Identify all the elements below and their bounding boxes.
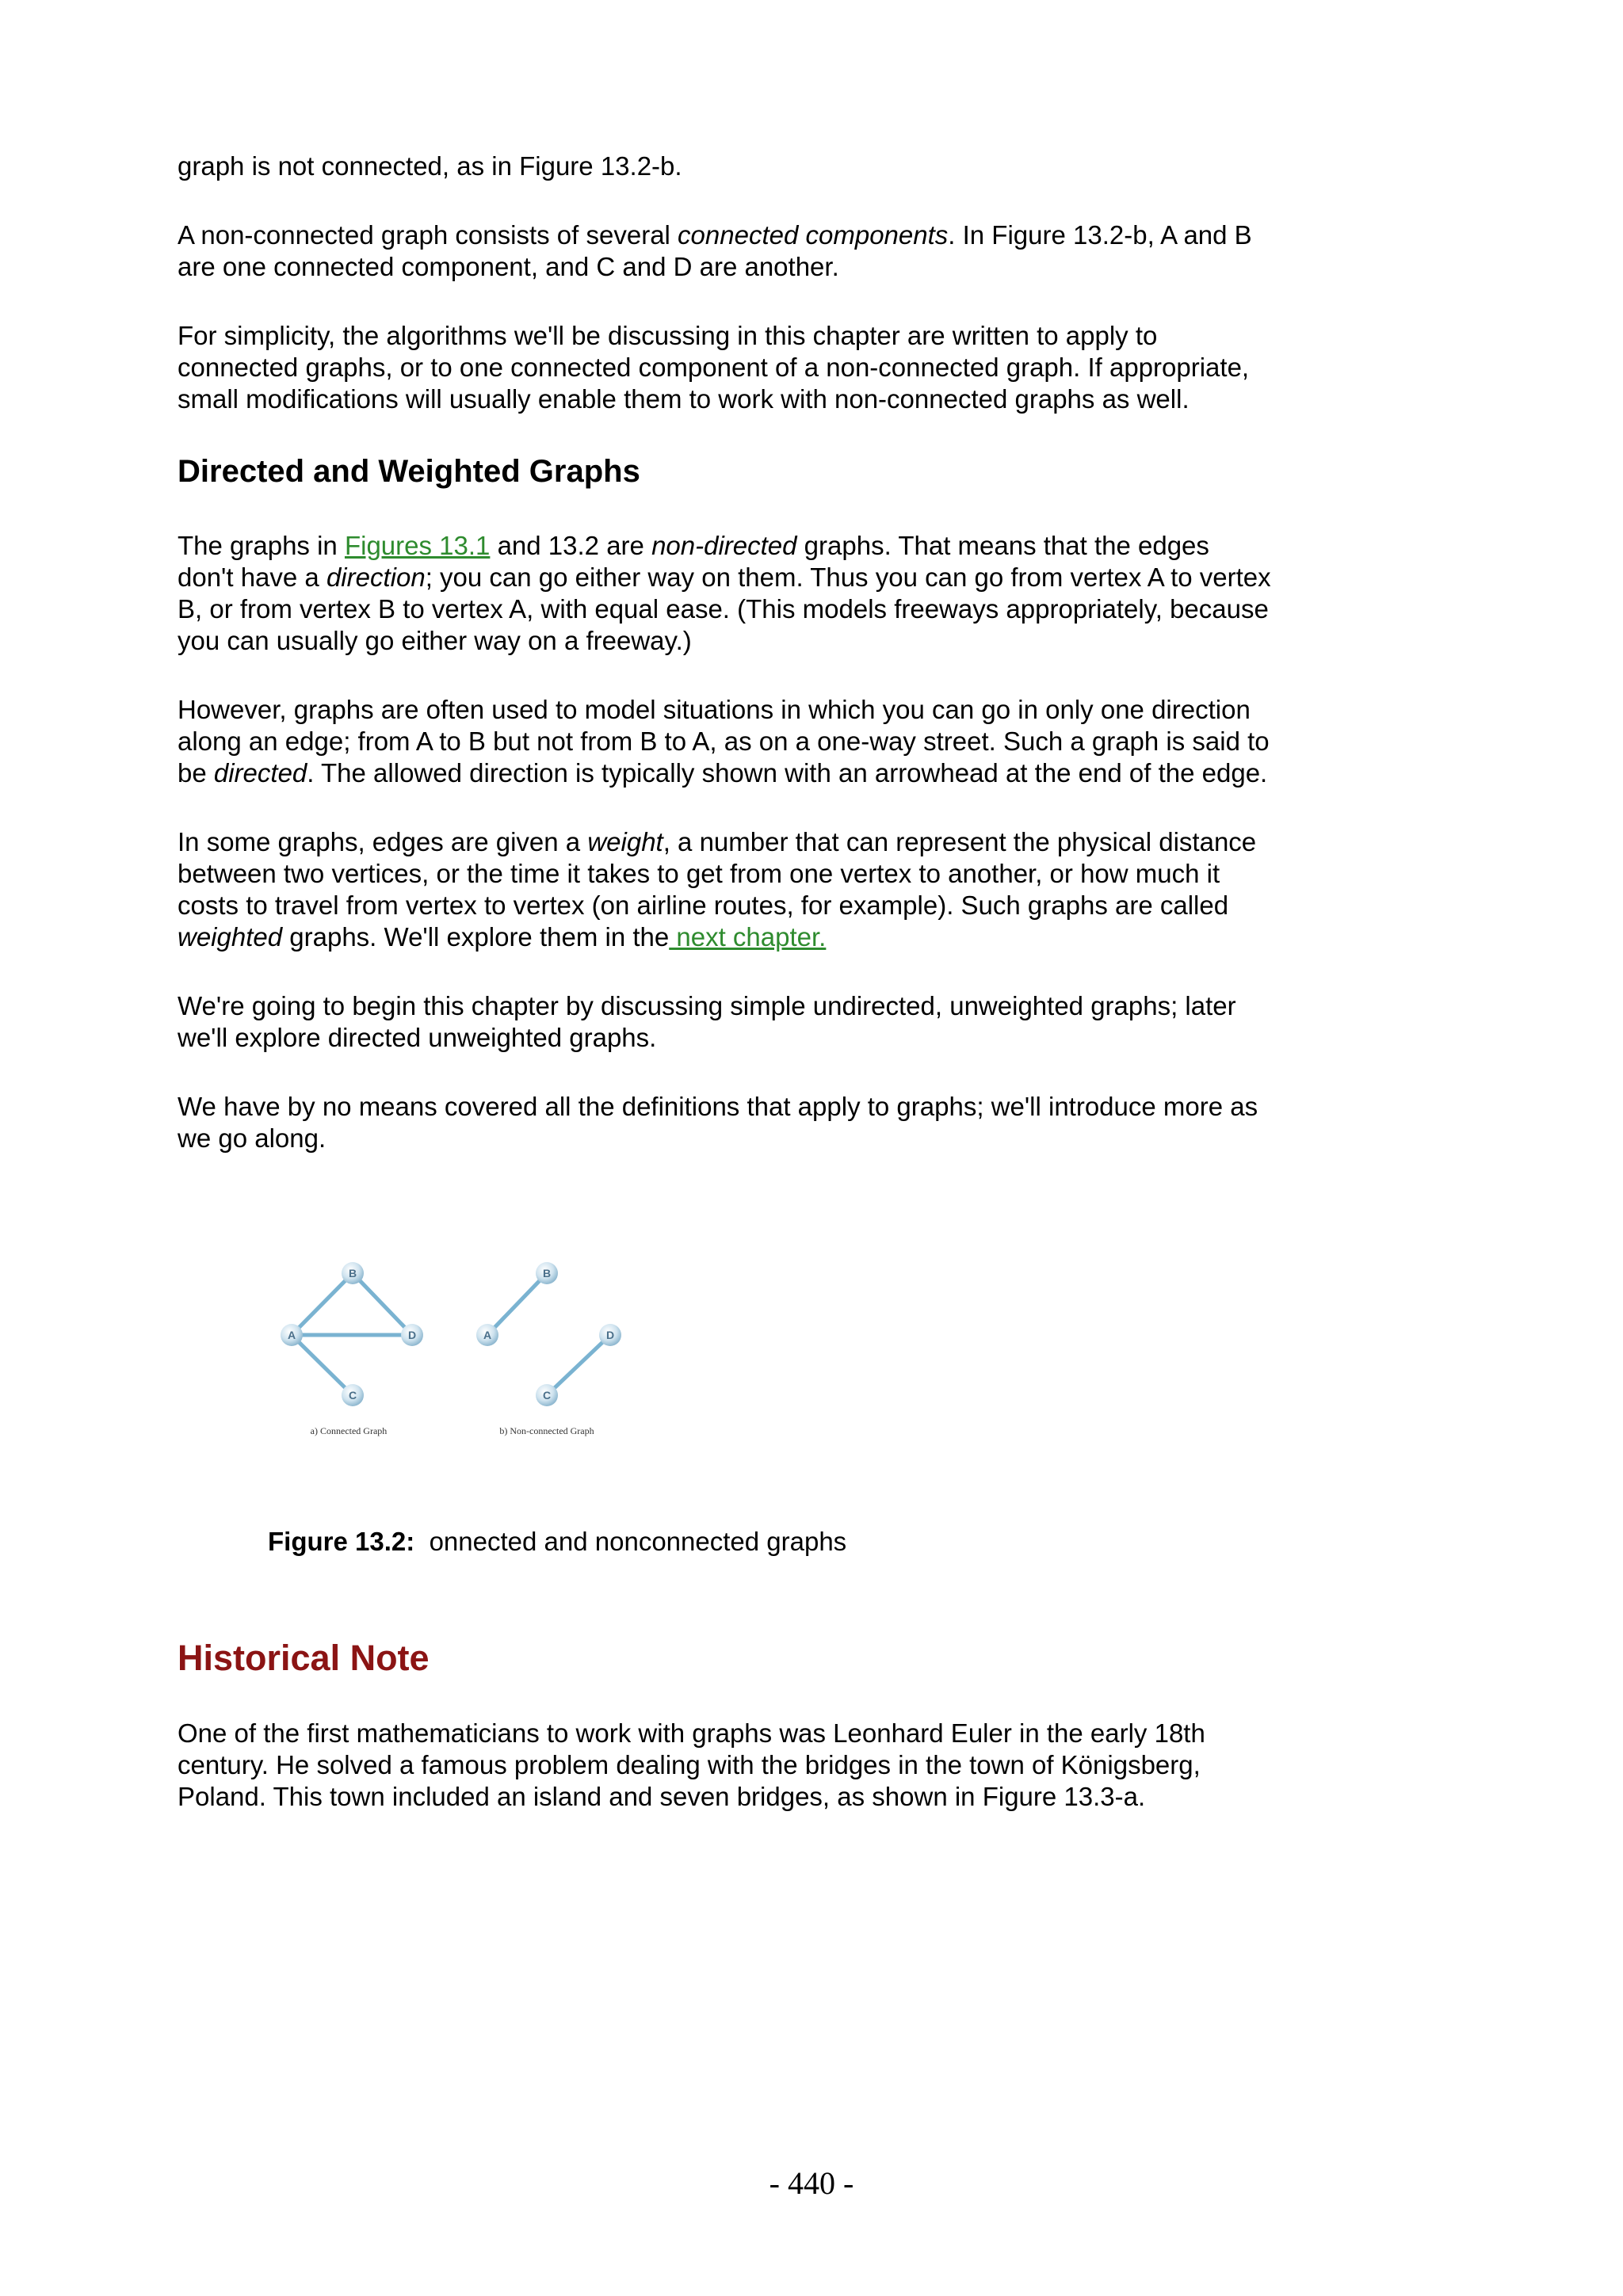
paragraph-text: For simplicity, the algorithms we'll be discussing in this chapter are written to apply to connected graphs, or to one connected component of a non-connected graph. If appropriate, small modifications will usually enable them to work with non-connected graphs as well. <box>178 321 1250 414</box>
link-next-chapter[interactable]: next chapter. <box>669 922 827 952</box>
paragraph-euler <box>178 1718 1271 1813</box>
paragraph-text: ; you can go either way on them. Thus you can go from vertex A to vertex B, or from vertex B to vertex A, with equal ease. (This models freeways appropriately, because you can usually go either way on a freeway.) <box>178 563 1271 655</box>
edge-a-b-nc <box>487 1273 547 1335</box>
paragraph-connected-components <box>178 219 1271 283</box>
node-label-d: D <box>407 1329 417 1341</box>
paragraph-text: . In Figure 13.2-b, A and B are one connected component, and C and D are another. <box>178 220 1252 281</box>
term-direction: direction <box>326 563 426 592</box>
link-figures-13-1[interactable]: Figures 13.1 <box>344 531 491 560</box>
paragraph-text: We're going to begin this chapter by discussing simple undirected, unweighted graphs; later we'll explore directed unweighted graphs. <box>178 991 1236 1052</box>
paragraph-text: . The allowed direction is typically shown with an arrowhead at the end of the edge. <box>307 758 1268 788</box>
term-connected-components: connected components <box>678 220 949 250</box>
body-text-column <box>178 151 1271 1192</box>
term-weight: weight <box>587 827 663 856</box>
paragraph-directed <box>178 694 1271 789</box>
graph-figure-svg <box>269 1240 682 1462</box>
paragraph-not-connected <box>178 151 1271 182</box>
heading-directed-weighted: Directed and Weighted Graphs <box>178 454 640 489</box>
paragraph-simplicity <box>178 320 1271 415</box>
paragraph-weighted <box>178 826 1271 953</box>
edge-a-c <box>292 1335 353 1395</box>
figure-caption-label: Figure 13.2: <box>268 1527 415 1556</box>
figure-caption-text: onnected and nonconnected graphs <box>429 1527 847 1556</box>
paragraph-text: However, graphs are often used to model situations in which you can go in only one direction along an edge; from A to B but not from B to A, as on a one-way street. Such a graph is said to be <box>178 695 1270 788</box>
paragraph-begin-chapter <box>178 990 1271 1054</box>
node-label-a-nc: A <box>483 1329 492 1341</box>
term-weighted: weighted <box>178 922 283 952</box>
term-non-directed: non-directed <box>651 531 797 560</box>
paragraph-definitions <box>178 1091 1271 1154</box>
figure-13-2 <box>269 1240 682 1462</box>
figure-caption <box>268 1526 846 1558</box>
edge-a-b <box>292 1273 353 1335</box>
term-directed: directed <box>213 758 307 788</box>
paragraph-text: We have by no means covered all the definitions that apply to graphs; we'll introduce more as we go along. <box>178 1092 1258 1153</box>
connected-graph <box>281 1262 423 1436</box>
subcaption-connected: a) Connected Graph <box>310 1425 388 1436</box>
non-connected-graph <box>476 1262 621 1436</box>
paragraph-text: In some graphs, edges are given a <box>178 827 588 856</box>
page-number: - 440 - <box>769 2165 854 2201</box>
paragraph-text: and 13.2 are <box>490 531 652 560</box>
paragraph-text: A non-connected graph consists of several <box>178 220 678 250</box>
paragraph-text: , a number that can represent the physical distance between two vertices, or the time it takes to get from one vertex to another, or how much it costs to travel from vertex to vertex (on airline routes, for example). Such graphs are called <box>178 827 1257 920</box>
node-label-c: C <box>348 1389 357 1402</box>
node-label-b-nc: B <box>542 1267 552 1280</box>
paragraph-text: graphs. We'll explore them in the <box>282 922 670 952</box>
paragraph-text: graph is not connected, as in Figure 13.2-b. <box>178 151 682 181</box>
edge-c-d-nc <box>547 1335 610 1395</box>
heading-historical-note: Historical Note <box>178 1638 430 1678</box>
node-label-d-nc: D <box>605 1329 615 1341</box>
node-label-a: A <box>287 1329 296 1341</box>
subcaption-non-connected: b) Non-connected Graph <box>499 1425 594 1436</box>
paragraph-non-directed <box>178 530 1271 657</box>
paragraph-text: graphs. That means that the edges don't have a <box>178 531 1209 592</box>
node-label-b: B <box>348 1267 357 1280</box>
paragraph-text: The graphs in <box>178 531 345 560</box>
node-label-c-nc: C <box>542 1389 552 1402</box>
paragraph-text: One of the first mathematicians to work with graphs was Leonhard Euler in the early 18th century. He solved a famous problem dealing with the bridges in the town of Königsberg, Poland. This town included an island and seven bridges, as shown in Figure 13.3-a. <box>178 1718 1205 1811</box>
edge-b-d <box>353 1273 412 1335</box>
